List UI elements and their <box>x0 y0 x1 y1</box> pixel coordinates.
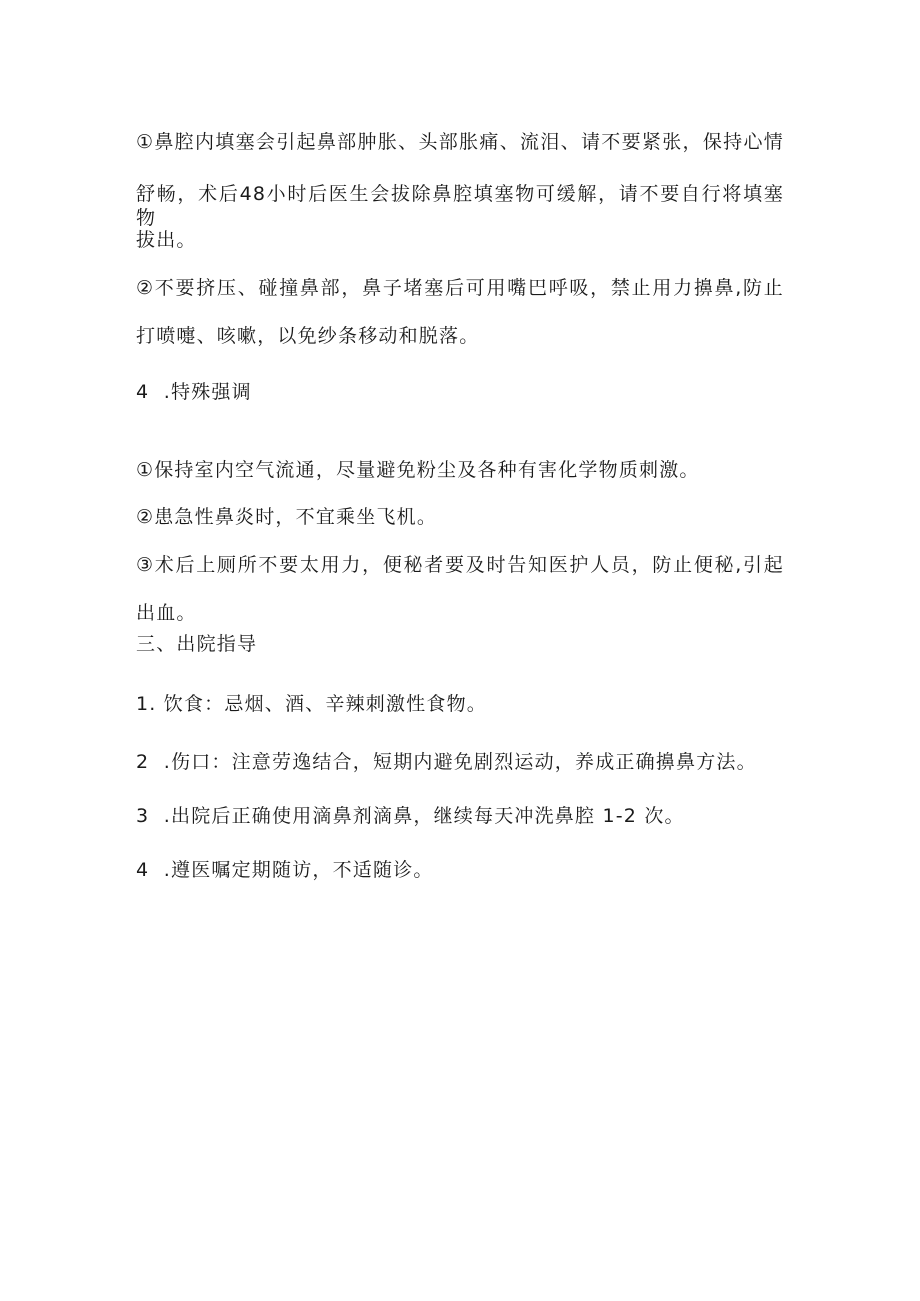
discharge-item-4: 4 .遵医嘱定期随访，不适随诊。 <box>136 859 434 881</box>
discharge-item-1: 1. 饮食：忌烟、酒、辛辣刺激性食物。 <box>136 693 487 715</box>
special-item-3-line-1: ③术后上厕所不要太用力，便秘者要及时告知医护人员，防止便秘,引起 <box>136 554 784 576</box>
discharge-section-heading: 三、出院指导 <box>136 633 258 655</box>
discharge-item-3: 3 .出院后正确使用滴鼻剂滴鼻，继续每天冲洗鼻腔 1-2 次。 <box>136 805 685 827</box>
postop-item-2-line-1: ②不要挤压、碰撞鼻部，鼻子堵塞后可用嘴巴呼吸，禁止用力擤鼻,防止 <box>136 277 784 299</box>
postop-item-1-line-1: ①鼻腔内填塞会引起鼻部肿胀、头部胀痛、流泪、请不要紧张，保持心情 <box>136 131 784 153</box>
postop-item-1-line-2: 舒畅，术后48小时后医生会拔除鼻腔填塞物可缓解，请不要自行将填塞物 <box>136 183 784 229</box>
postop-item-2-line-2: 打喷嚏、咳嗽，以免纱条移动和脱落。 <box>136 325 480 347</box>
special-section-heading: 4 .特殊强调 <box>136 381 252 403</box>
special-item-3-line-2: 出血。 <box>136 602 197 624</box>
discharge-item-2: 2 .伤口：注意劳逸结合，短期内避免剧烈运动，养成正确擤鼻方法。 <box>136 751 757 773</box>
special-item-1: ①保持室内空气流通，尽量避免粉尘及各种有害化学物质刺激。 <box>136 459 700 481</box>
postop-item-1-line-3: 拔出。 <box>136 229 197 251</box>
special-item-2: ②患急性鼻炎时，不宜乘坐飞机。 <box>136 506 438 528</box>
